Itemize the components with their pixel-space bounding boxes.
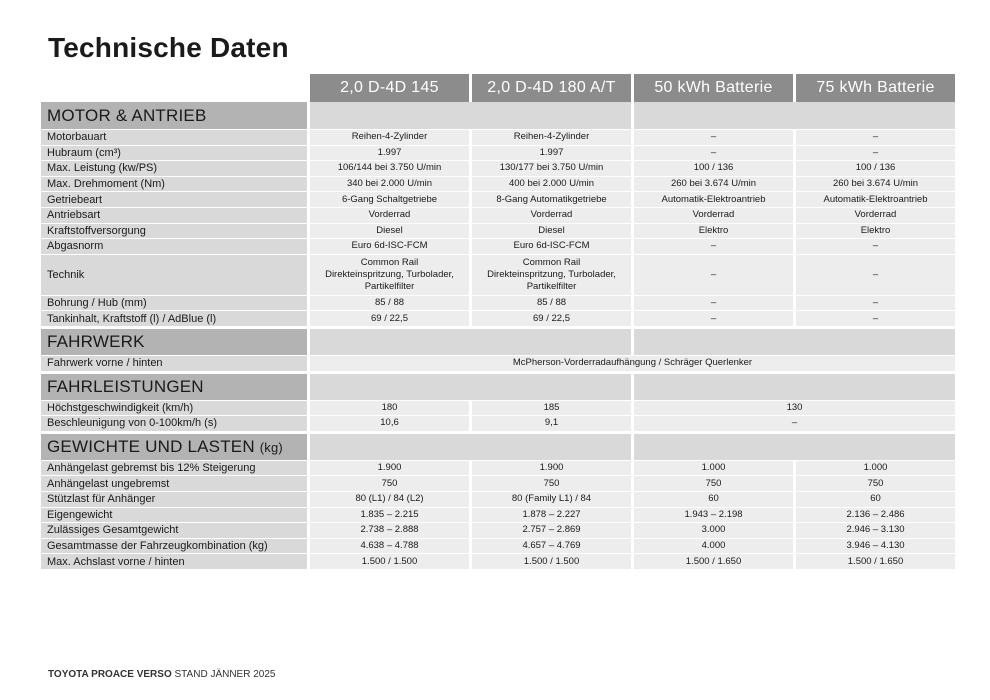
table-cell: 2.757 – 2.869 — [469, 522, 631, 538]
table-row — [41, 460, 955, 476]
table-cell: McPherson-Vorderradaufhängung / Schräger Querlenker — [307, 355, 955, 371]
table-cell: Vorderrad — [469, 207, 631, 223]
table-cell: 750 — [469, 475, 631, 491]
table-cell: – — [631, 415, 955, 431]
table-cell: – — [793, 145, 955, 161]
row-label: Eigengewicht — [41, 507, 307, 523]
footer-brand: TOYOTA PROACE VERSO — [48, 669, 172, 680]
table-row — [41, 538, 955, 554]
section-fill — [307, 371, 631, 400]
table-cell: 1.500 / 1.650 — [793, 553, 955, 569]
table-cell: 3.000 — [631, 522, 793, 538]
table-cell: Elektro — [631, 223, 793, 239]
section-fill — [307, 326, 631, 355]
table-cell: 130/177 bei 3.750 U/min — [469, 160, 631, 176]
row-label: Technik — [41, 254, 307, 295]
table-cell: 106/144 bei 3.750 U/min — [307, 160, 469, 176]
spec-table — [41, 74, 955, 569]
table-row — [41, 295, 955, 311]
row-label: Abgasnorm — [41, 238, 307, 254]
table-cell: 2.136 – 2.486 — [793, 507, 955, 523]
table-cell: 400 bei 2.000 U/min — [469, 176, 631, 192]
table-cell: 340 bei 2.000 U/min — [307, 176, 469, 192]
row-label: Anhängelast gebremst bis 12% Steigerung — [41, 460, 307, 476]
table-cell: 260 bei 3.674 U/min — [631, 176, 793, 192]
table-cell: 3.946 – 4.130 — [793, 538, 955, 554]
table-cell: Euro 6d-ISC-FCM — [469, 238, 631, 254]
footer — [48, 669, 275, 680]
table-cell: 1.500 / 1.500 — [307, 553, 469, 569]
table-row — [41, 223, 955, 239]
table-cell: Vorderrad — [793, 207, 955, 223]
table-cell: 1.835 – 2.215 — [307, 507, 469, 523]
table-row — [41, 129, 955, 145]
table-cell: Vorderrad — [631, 207, 793, 223]
table-cell: 750 — [307, 475, 469, 491]
table-row — [41, 176, 955, 192]
table-cell: 85 / 88 — [469, 295, 631, 311]
section-header-row — [41, 431, 955, 460]
row-label: Kraftstoffversorgung — [41, 223, 307, 239]
page-title: Technische Daten — [48, 32, 289, 63]
table-cell: 750 — [631, 475, 793, 491]
table-row — [41, 491, 955, 507]
table-cell: – — [793, 238, 955, 254]
table-cell: 185 — [469, 400, 631, 416]
table-cell: 1.900 — [469, 460, 631, 476]
table-cell: – — [793, 295, 955, 311]
table-cell: 1.000 — [631, 460, 793, 476]
table-cell: Reihen-4-Zylinder — [307, 129, 469, 145]
row-label: Max. Leistung (kw/PS) — [41, 160, 307, 176]
table-cell: 750 — [793, 475, 955, 491]
row-label: Max. Drehmoment (Nm) — [41, 176, 307, 192]
section-title-text: GEWICHTE UND LASTEN — [47, 436, 255, 456]
table-cell: 180 — [307, 400, 469, 416]
section-fill — [307, 102, 631, 129]
table-cell: 1.000 — [793, 460, 955, 476]
section-title — [41, 326, 307, 355]
table-cell: 1.500 / 1.650 — [631, 553, 793, 569]
section-title-text: MOTOR & ANTRIEB — [47, 105, 207, 125]
table-cell: – — [631, 238, 793, 254]
table-cell: 60 — [793, 491, 955, 507]
table-row — [41, 160, 955, 176]
table-cell: 130 — [631, 400, 955, 416]
table-cell: Diesel — [307, 223, 469, 239]
section-title-text: FAHRWERK — [47, 331, 145, 351]
section-title — [41, 371, 307, 400]
table-cell: 69 / 22,5 — [307, 310, 469, 326]
table-cell: – — [631, 145, 793, 161]
table-cell: – — [793, 254, 955, 295]
table-row — [41, 355, 955, 371]
section-fill — [631, 371, 955, 400]
table-row — [41, 553, 955, 569]
row-label: Motorbauart — [41, 129, 307, 145]
table-cell: – — [631, 129, 793, 145]
table-row — [41, 310, 955, 326]
table-cell: 10,6 — [307, 415, 469, 431]
table-row — [41, 475, 955, 491]
table-row — [41, 522, 955, 538]
table-cell: 2.946 – 3.130 — [793, 522, 955, 538]
table-cell: Diesel — [469, 223, 631, 239]
table-row — [41, 400, 955, 416]
header-spacer — [41, 74, 307, 102]
section-fill — [307, 431, 631, 460]
row-label: Hubraum (cm³) — [41, 145, 307, 161]
row-label: Zulässiges Gesamtgewicht — [41, 522, 307, 538]
column-header-row — [41, 74, 955, 102]
table-cell: Elektro — [793, 223, 955, 239]
table-cell: 1.500 / 1.500 — [469, 553, 631, 569]
table-cell: 100 / 136 — [631, 160, 793, 176]
table-cell: – — [793, 129, 955, 145]
row-label: Höchstgeschwindigkeit (km/h) — [41, 400, 307, 416]
table-cell: 1.997 — [307, 145, 469, 161]
table-row — [41, 145, 955, 161]
table-cell: 60 — [631, 491, 793, 507]
table-row — [41, 254, 955, 295]
table-cell: Vorderrad — [307, 207, 469, 223]
table-cell: 8-Gang Automatikgetriebe — [469, 191, 631, 207]
table-row — [41, 415, 955, 431]
table-cell: 4.000 — [631, 538, 793, 554]
table-cell: Automatik-Elektroantrieb — [631, 191, 793, 207]
column-header: 75 kWh Batterie — [793, 74, 955, 102]
table-row — [41, 238, 955, 254]
table-cell: 9,1 — [469, 415, 631, 431]
table-cell: 1.943 – 2.198 — [631, 507, 793, 523]
table-cell: 85 / 88 — [307, 295, 469, 311]
table-cell: 1.878 – 2.227 — [469, 507, 631, 523]
section-header-row — [41, 371, 955, 400]
table-cell: 80 (Family L1) / 84 — [469, 491, 631, 507]
table-cell: – — [793, 310, 955, 326]
table-row — [41, 507, 955, 523]
section-title — [41, 431, 307, 460]
table-cell: 6-Gang Schaltgetriebe — [307, 191, 469, 207]
table-cell: 1.997 — [469, 145, 631, 161]
table-cell: Common Rail Direkteinspritzung, Turbolader, Partikelfilter — [307, 254, 469, 295]
table-cell: – — [631, 254, 793, 295]
column-header: 2,0 D-4D 145 — [307, 74, 469, 102]
section-header-row — [41, 326, 955, 355]
table-cell: 4.638 – 4.788 — [307, 538, 469, 554]
table-cell: 100 / 136 — [793, 160, 955, 176]
section-unit: (kg) — [259, 439, 283, 455]
table-cell: 260 bei 3.674 U/min — [793, 176, 955, 192]
row-label: Fahrwerk vorne / hinten — [41, 355, 307, 371]
table-cell: Euro 6d-ISC-FCM — [307, 238, 469, 254]
row-label: Max. Achslast vorne / hinten — [41, 553, 307, 569]
row-label: Getriebeart — [41, 191, 307, 207]
row-label: Gesamtmasse der Fahrzeugkombination (kg) — [41, 538, 307, 554]
row-label: Antriebsart — [41, 207, 307, 223]
footer-text: STAND JÄNNER 2025 — [171, 669, 276, 680]
section-header-row — [41, 102, 955, 129]
row-label: Anhängelast ungebremst — [41, 475, 307, 491]
section-fill — [631, 431, 955, 460]
table-cell: 2.738 – 2.888 — [307, 522, 469, 538]
table-cell: 69 / 22,5 — [469, 310, 631, 326]
table-cell: 80 (L1) / 84 (L2) — [307, 491, 469, 507]
column-header: 50 kWh Batterie — [631, 74, 793, 102]
row-label: Bohrung / Hub (mm) — [41, 295, 307, 311]
table-cell: – — [631, 310, 793, 326]
row-label: Stützlast für Anhänger — [41, 491, 307, 507]
column-header: 2,0 D-4D 180 A/T — [469, 74, 631, 102]
table-cell: Reihen-4-Zylinder — [469, 129, 631, 145]
row-label: Beschleunigung von 0-100km/h (s) — [41, 415, 307, 431]
table-cell: 4.657 – 4.769 — [469, 538, 631, 554]
table-cell: 1.900 — [307, 460, 469, 476]
table-row — [41, 207, 955, 223]
section-title-text: FAHRLEISTUNGEN — [47, 376, 204, 396]
section-fill — [631, 102, 955, 129]
row-label: Tankinhalt, Kraftstoff (l) / AdBlue (l) — [41, 310, 307, 326]
table-cell: – — [631, 295, 793, 311]
table-cell: Common Rail Direkteinspritzung, Turbolader, Partikelfilter — [469, 254, 631, 295]
table-cell: Automatik-Elektroantrieb — [793, 191, 955, 207]
section-title — [41, 102, 307, 129]
section-fill — [631, 326, 955, 355]
table-row — [41, 191, 955, 207]
